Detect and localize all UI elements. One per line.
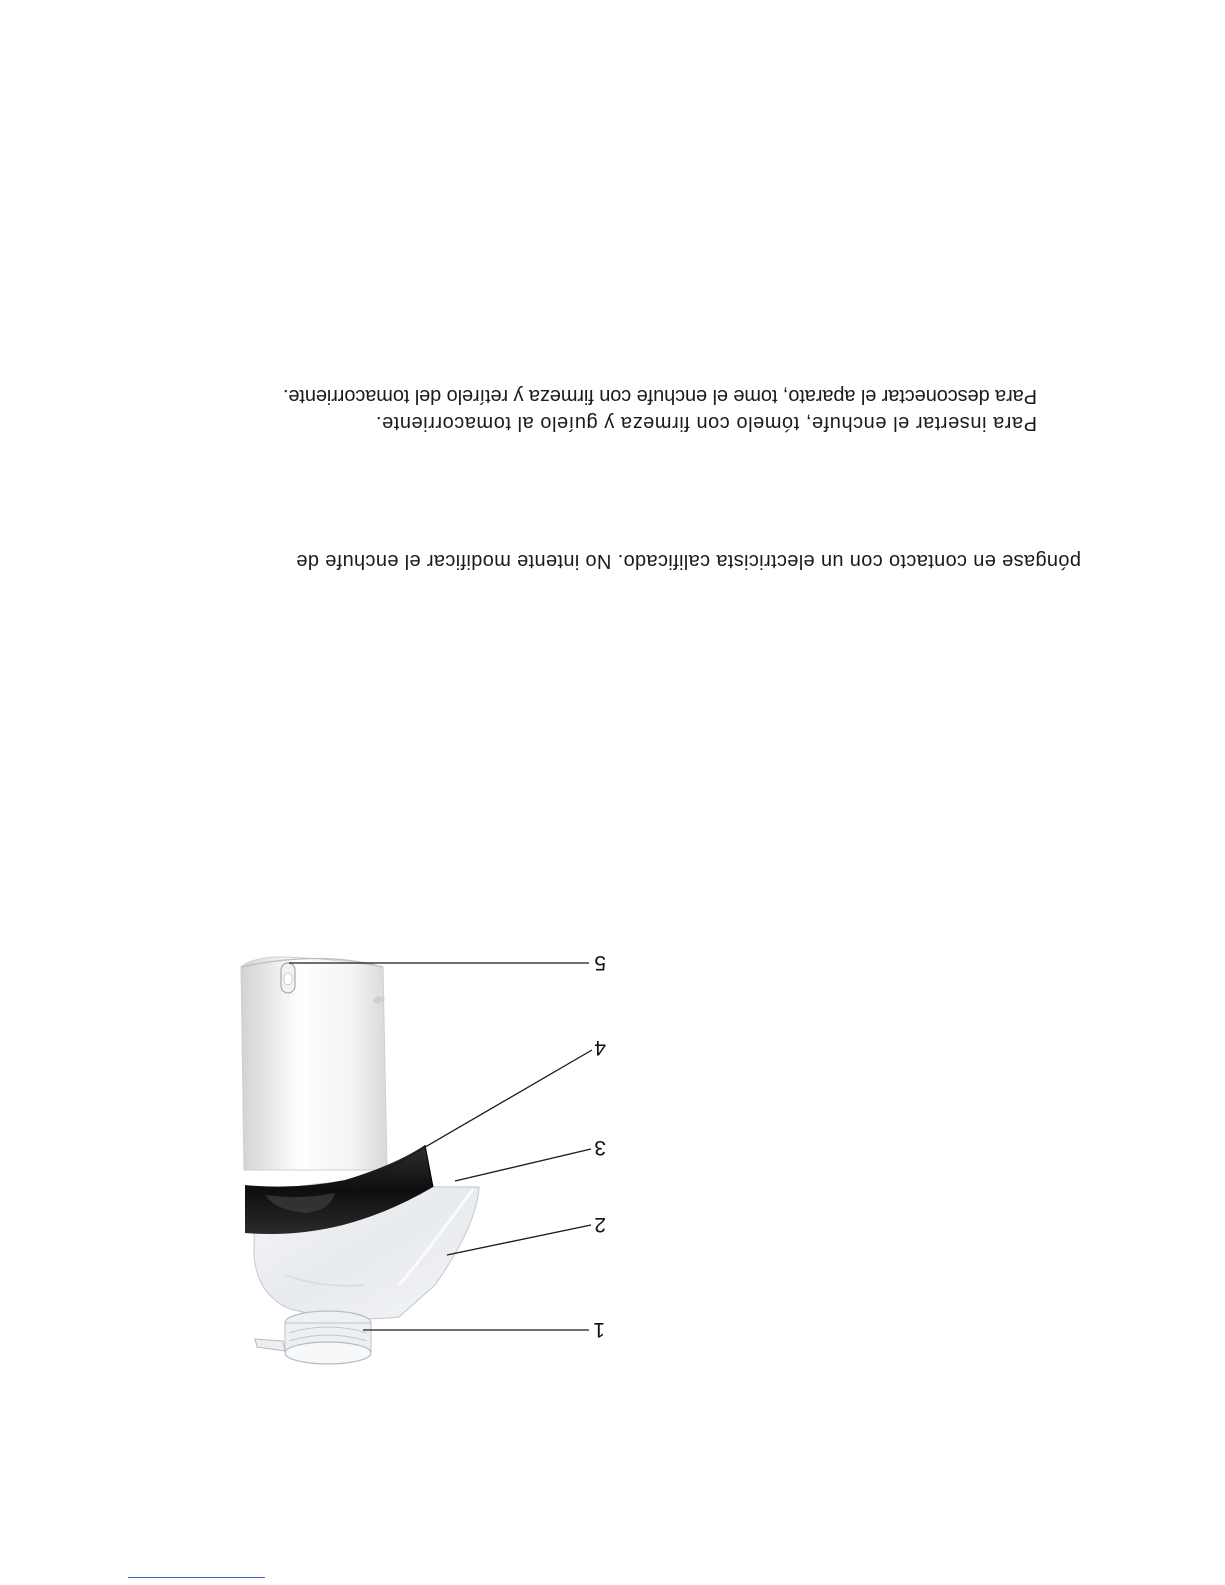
threaded-neck [255,1311,371,1364]
callout-1: 1 [593,1318,605,1341]
callout-4: 4 [594,1036,606,1059]
body-text-line-3: Para desconectar el aparato, tome el enchufe con firmeza y retírelo del tomacorriente. [282,385,1037,407]
appliance-body [241,957,387,1170]
callout-2: 2 [594,1213,606,1236]
callout-3: 3 [594,1136,606,1159]
body-text-line-2: Para insertar el enchufe, tómelo con firmeza y guíelo al tomacorriente. [375,412,1037,434]
callout-5: 5 [594,951,606,974]
body-text-line-1: póngase en contacto con un electricista calificado. No intente modificar el enchufe de [295,550,1081,572]
